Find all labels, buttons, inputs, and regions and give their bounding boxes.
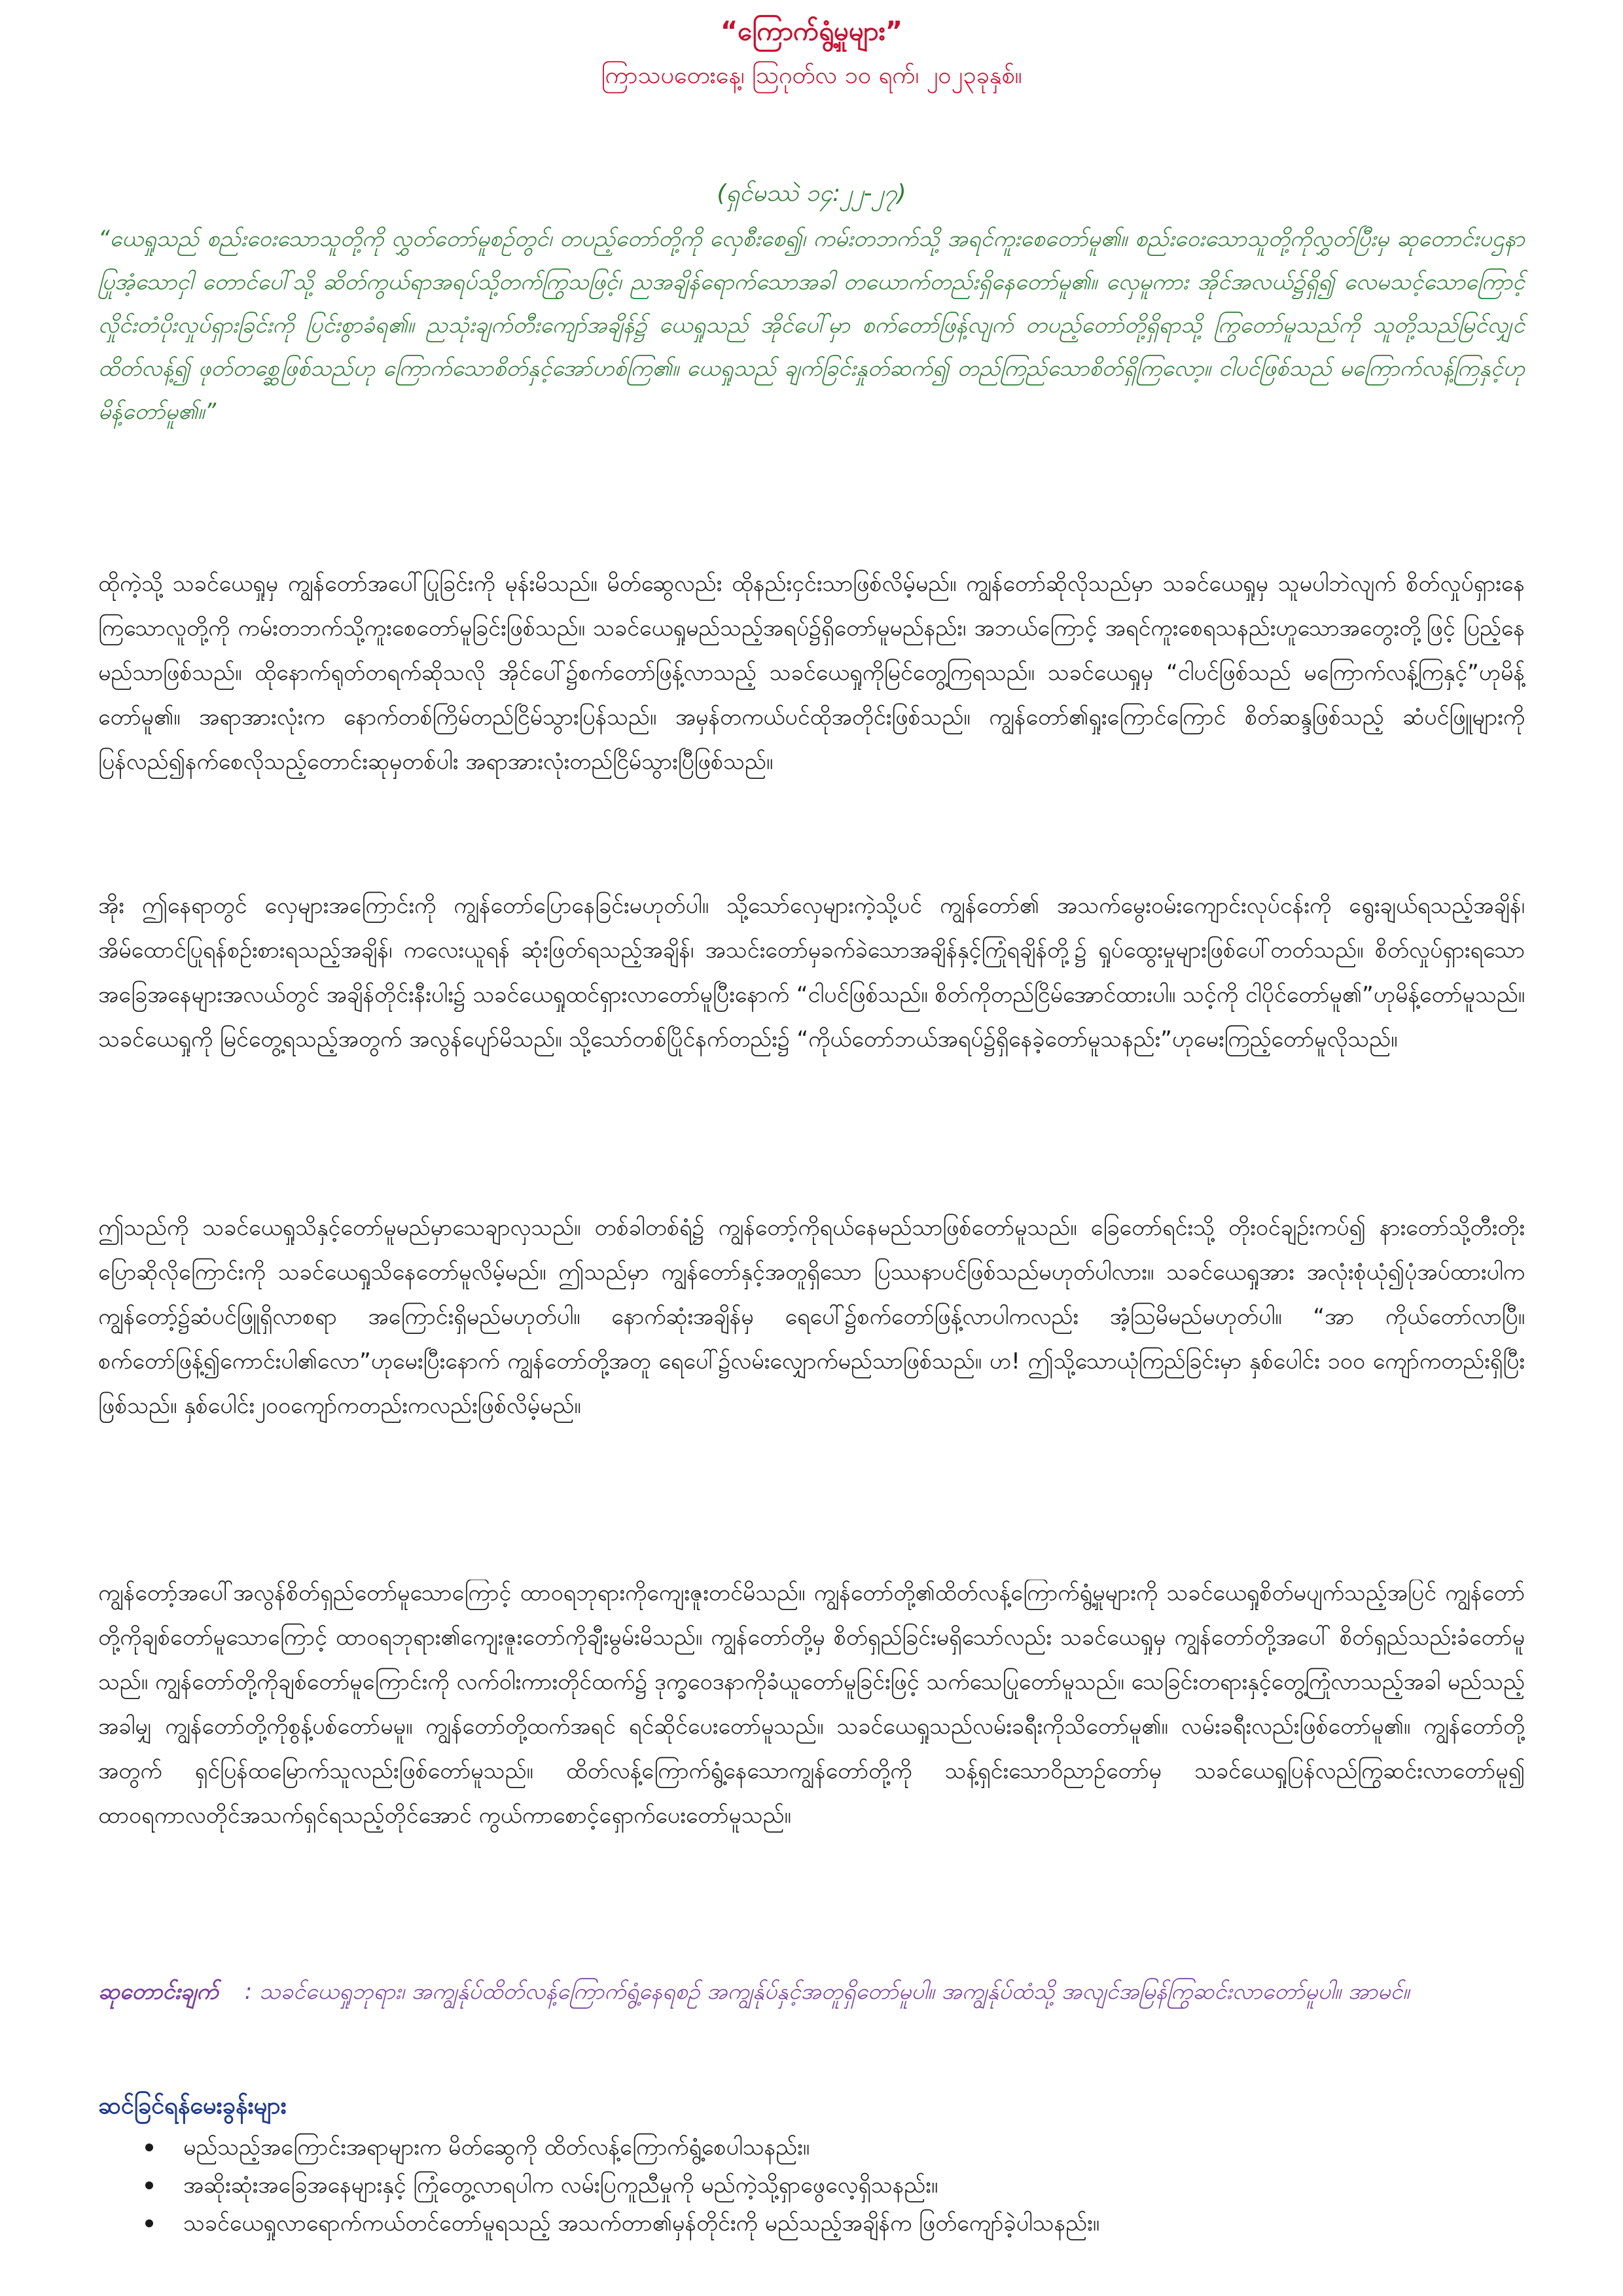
question-text: သခင်ယေရှုလာရောက်ကယ်တင်တော်မူရသည့် အသက်တာ၏မှန်တိုင်းကို မည်သည့်အချိန်က ဖြတ်ကျော်ခဲ့ပါသနည်း။: [183, 2210, 1100, 2236]
questions-heading: ဆင်ခြင်ရန်မေးခွန်းများ: [98, 2092, 287, 2119]
question-text: မည်သည့်အကြောင်းအရာများက မိတ်ဆွေကို ထိတ်လန့်ကြောက်ရွံ့စေပါသနည်း။: [183, 2134, 810, 2161]
bullet-icon: [145, 2219, 153, 2227]
body-paragraph-2: အိုး ဤနေရာတွင် လှေများအကြောင်းကို ကျွန်တော်ပြောနေခြင်းမဟုတ်ပါ။ သို့သော်လှေများကဲ့သို့ပင် ကျွန်တော်၏ အသက်မွေးဝမ်းကျောင်းလုပ်ငန်းကို ရွေးချယ်ရသည့်အချိန်၊ အိမ်ထောင်ပြုရန်စဉ်းစားရသည့်အချိန်၊ ကလေးယူရန် ဆုံးဖြတ်ရသည့်အချိန်၊ အသင်းတော်မှခက်ခဲသောအချိန်နှင့်ကြုံရချိန်တို့၌ ရှုပ်ထွေးမှုများဖြစ်ပေါ်တတ်သည်။ စိတ်လှုပ်ရှားရသောအခြေအနေများအလယ်တွင် အချိန်တိုင်းနီးပါး၌ သခင်ယေရှုထင်ရှားလာတော်မူပြီးနောက် “ငါပင်ဖြစ်သည်။ စိတ်ကိုတည်ငြိမ်အောင်ထားပါ။ သင့်ကို ငါပိုင်တော်မူ၏”ဟုမိန့်တော်မူသည်။ သခင်ယေရှုကို မြင်တွေ့ရသည့်အတွက် အလွန်ပျော်မိသည်။ သို့သော်တစ်ပြိုင်နက်တည်း၌ “ကိုယ်တော်ဘယ်အရပ်၌ရှိနေခဲ့တော်မူသနည်း”ဟုမေးကြည့်တော်မူလိုသည်။: [98, 893, 1525, 1052]
prayer-block: [98, 1970, 1525, 2013]
scripture-reference: (ရှင်မဿဲ ၁၄:၂၂-၂၇): [717, 180, 906, 207]
question-text: အဆိုးဆုံးအခြေအနေများနှင့် ကြုံတွေ့လာရပါက လမ်းပြကူညီမှုကို မည်ကဲ့သို့ရှာဖွေလေ့ရှိသနည်း။: [183, 2172, 938, 2198]
date-line: ကြာသပတေးနေ့၊ ဩဂုတ်လ ၁၀ ရက်၊ ၂၀၂၃ခုနှစ်။: [601, 62, 1022, 89]
body-paragraph-3: ဤသည်ကို သခင်ယေရှုသိနှင့်တော်မူမည်မှာသေချာလှသည်။ တစ်ခါတစ်ရံ၌ ကျွန်တော့်ကိုရယ်နေမည်သာဖြစ်တော်မူသည်။ ခြေတော်ရင်းသို့ တိုးဝင်ချဉ်းကပ်၍ နားတော်သို့တီးတိုးပြောဆိုလိုကြောင်းကို သခင်ယေရှုသိနေတော်မူလိမ့်မည်။ ဤသည်မှာ ကျွန်တော်နှင့်အတူရှိသော ပြဿနာပင်ဖြစ်သည်မဟုတ်ပါလား။ သခင်ယေရှုအား အလုံးစုံယုံ၍ပုံအပ်ထားပါက ကျွန်တော့်၌ဆံပင်ဖြူရှိလာစရာ အကြောင်းရှိမည်မဟုတ်ပါ။ နောက်ဆုံးအချိန်မှ ရေပေါ်၌စက်တော်ဖြန့်လာပါကလည်း အံ့ဩမိမည်မဟုတ်ပါ။ “အာ ကိုယ်တော်လာပြီ။ စက်တော်ဖြန့်၍ကောင်းပါ၏လော”ဟုမေးပြီးနောက် ကျွန်တော်တို့အတူ ရေပေါ်၌လမ်းလျှောက်မည်သာဖြစ်သည်။ ဟ! ဤသို့သောယုံကြည်ခြင်းမှာ နှစ်ပေါင်း ၁၀၀ ကျော်ကတည်းရှိပြီးဖြစ်သည်။ နှစ်ပေါင်း၂၀၀ကျော်ကတည်းကလည်းဖြစ်လိမ့်မည်။: [98, 1215, 1525, 1419]
prayer-label: ဆုတောင်းချက်: [98, 1979, 219, 2005]
scripture-passage: “ယေရှုသည် စည်းဝေးသောသူတို့ကို လွှတ်တော်မူစဉ်တွင်၊ တပည့်တော်တို့ကို လှေစီးစေ၍၊ ကမ်းတဘက်သို့ အရင်ကူးစေတော်မူ၏။ စည်းဝေးသောသူတို့ကိုလွှတ်ပြီးမှ ဆုတောင်းပဌနာပြုအံ့သောငှါ တောင်ပေါ်သို့ ဆိတ်ကွယ်ရာအရပ်သို့တက်ကြွသဖြင့်၊ ညအချိန်ရောက်သောအခါ တယောက်တည်းရှိနေတော်မူ၏။ လှေမူကား အိုင်အလယ်၌ရှိ၍ လေမသင့်သောကြောင့် လှိုင်းတံပိုးလှုပ်ရှားခြင်းကို ပြင်းစွာခံရ၏။ ညသုံးချက်တီးကျော်အချိန်၌ ယေရှုသည် အိုင်ပေါ်မှာ စက်တော်ဖြန့်လျက် တပည့်တော်တို့ရှိရာသို့ ကြွတော်မူသည်ကို သူတို့သည်မြင်လျှင် ထိတ်လန့်၍ ဖုတ်တစ္ဆေဖြစ်သည်ဟု ကြောက်သောစိတ်နှင့်အော်ဟစ်ကြ၏။ ယေရှုသည် ချက်ခြင်းနှုတ်ဆက်၍ တည်ကြည်သောစိတ်ရှိကြလော့။ ငါပင်ဖြစ်သည် မကြောက်လန့်ကြနှင့်ဟု မိန့်တော်မူ၏။”: [98, 226, 1525, 425]
list-item: [98, 2166, 1525, 2204]
questions-list: [98, 2128, 1525, 2242]
devotional-page: [98, 0, 1525, 2296]
list-item: [98, 2204, 1525, 2242]
body-paragraph-4: ကျွန်တော့်အပေါ်အလွန်စိတ်ရှည်တော်မူသောကြောင့် ထာဝရဘုရားကိုကျေးဇူးတင်မိသည်။ ကျွန်တော်တို့၏ထိတ်လန့်ကြောက်ရွံ့မှုများကို သခင်ယေရှုစိတ်မပျက်သည့်အပြင် ကျွန်တော်တို့ကိုချစ်တော်မူသောကြောင့် ထာဝရဘုရား၏ကျေးဇူးတော်ကိုချီးမွမ်းမိသည်။ ကျွန်တော်တို့မှ စိတ်ရှည်ခြင်းမရှိသော်လည်း သခင်ယေရှုမှ ကျွန်တော်တို့အပေါ် စိတ်ရှည်သည်းခံတော်မူသည်။ ကျွန်တော်တို့ကိုချစ်တော်မူကြောင်းကို လက်ဝါးကားတိုင်ထက်၌ ဒုက္ခဝေဒနာကိုခံယူတော်မူခြင်းဖြင့် သက်သေပြုတော်မူသည်။ သေခြင်းတရားနှင့်တွေ့ကြုံလာသည့်အခါ မည်သည့်အခါမျှ ကျွန်တော်တို့ကိုစွန့်ပစ်တော်မမူ။ ကျွန်တော်တို့ထက်အရင် ရင်ဆိုင်ပေးတော်မူသည်။ သခင်ယေရှုသည်လမ်းခရီးကိုသိတော်မူ၏။ လမ်းခရီးလည်းဖြစ်တော်မူ၏။ ကျွန်တော်တို့အတွက် ရှင်ပြန်ထမြောက်သူလည်းဖြစ်တော်မူသည်။ ထိတ်လန့်ကြောက်ရွံ့နေသောကျွန်တော်တို့ကို သန့်ရှင်းသောဝိညာဉ်တော်မှ သခင်ယေရှုပြန်လည်ကြွဆင်းလာတော်မူ၍ ထာဝရကာလတိုင်အသက်ရှင်ရသည့်တိုင်အောင် ကွယ်ကာစောင့်ရှောက်ပေးတော်မူသည်။: [98, 1580, 1525, 1829]
bullet-icon: [145, 2144, 153, 2151]
page-title: “ကြောက်ရွံ့မှုများ”: [720, 16, 903, 46]
bullet-icon: [145, 2181, 153, 2189]
body-paragraph-1: ထိုကဲ့သို့ သခင်ယေရှုမှ ကျွန်တော်အပေါ်ပြုခြင်းကို မုန်းမိသည်။ မိတ်ဆွေလည်း ထိုနည်းငှင်းသာဖြစ်လိမ့်မည်။ ကျွန်တော်ဆိုလိုသည်မှာ သခင်ယေရှုမှ သူမပါဘဲလျက် စိတ်လှုပ်ရှားနေကြသောလူတို့ကို ကမ်းတဘက်သို့ကူးစေတော်မူခြင်းဖြစ်သည်။ သခင်ယေရှုမည်သည့်အရပ်၌ရှိတော်မူမည်နည်း၊ အဘယ်ကြောင့် အရင်ကူးစေရသနည်းဟူသောအတွေးတို့ဖြင့် ပြည့်နေမည်သာဖြစ်သည်။ ထိုနောက်ရုတ်တရက်ဆိုသလို အိုင်ပေါ်၌စက်တော်ဖြန့်လာသည့် သခင်ယေရှုကိုမြင်တွေ့ကြရသည်။ သခင်ယေရှုမှ “ငါပင်ဖြစ်သည် မကြောက်လန့်ကြနှင့်”ဟုမိန့်တော်မူ၏။ အရာအားလုံးက နောက်တစ်ကြိမ်တည်ငြိမ်သွားပြန်သည်။ အမှန်တကယ်ပင်ထိုအတိုင်းဖြစ်သည်။ ကျွန်တော်၏ရှုးကြောင်ကြောင် စိတ်ဆန္ဒဖြစ်သည့် ဆံပင်ဖြူများကို ပြန်လည်၍နက်စေလိုသည့်တောင်းဆုမှတစ်ပါး အရာအားလုံးတည်ငြိမ်သွားပြီဖြစ်သည်။: [98, 571, 1525, 775]
prayer-text: : သခင်ယေရှုဘုရား၊ အကျွန်ုပ်ထိတ်လန့်ကြောက်ရွံ့နေရစဉ် အကျွန်ုပ်နှင့်အတူရှိတော်မူပါ။ အကျွန်ုပ်ထံသို့ အလျင်အမြန်ကြွဆင်းလာတော်မူပါ။ အာမင်။: [244, 1979, 1410, 2005]
list-item: [98, 2128, 1525, 2166]
